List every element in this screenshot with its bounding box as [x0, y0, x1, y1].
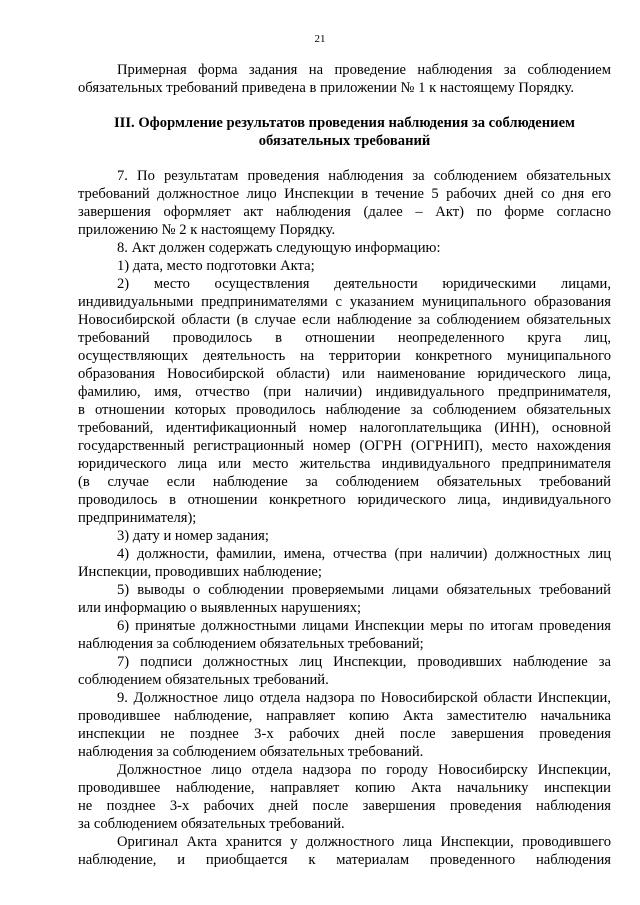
heading-line: обязательных требований — [258, 133, 431, 149]
text-line: проводившее наблюдение, направляет копию Акта заместителю начальника — [78, 708, 611, 724]
text-line: 8. Акт должен содержать следующую информацию: — [117, 240, 441, 256]
heading-line: III. Оформление результатов проведения наблюдения за соблюдением — [114, 115, 575, 131]
text-line: не позднее 3-х рабочих дней после завершения проведения наблюдения — [78, 798, 611, 814]
text-line: фамилию, имя, отчество (при наличии) индивидуального предпринимателя, — [78, 384, 611, 400]
text-line: Новосибирской области (в случае если наблюдение за соблюдением обязательных — [78, 312, 611, 328]
text-line: Примерная форма задания на проведение наблюдения за соблюдением — [117, 62, 611, 78]
text-line: 7. По результатам проведения наблюдения за соблюдением обязательных — [117, 168, 611, 184]
text-line: за соблюдением обязательных требований. — [78, 816, 345, 832]
text-line: завершения оформляет акт наблюдения (далее – Акт) по форме согласно — [78, 204, 611, 220]
text-line: инспекции не позднее 3-х рабочих дней после завершения проведения — [78, 726, 611, 742]
section-heading — [78, 114, 611, 150]
text-line: проводившее наблюдение, направляет копию Акта начальнику инспекции — [78, 780, 611, 796]
text-line: требований должностное лицо Инспекции в течение 5 рабочих дней со дня его — [78, 186, 611, 202]
text-line: 2) место осуществления деятельности юридическими лицами, — [117, 276, 611, 292]
text-line: наблюдения за соблюдением обязательных требований. — [78, 744, 424, 760]
text-line: государственный регистрационный номер (ОГРН (ОГРНИП), место нахождения — [78, 438, 611, 454]
text-line: осуществляющих деятельность на территории конкретного муниципального — [78, 348, 611, 364]
text-line: Должностное лицо отдела надзора по городу Новосибирску Инспекции, — [117, 762, 611, 778]
text-line: 1) дата, место подготовки Акта; — [117, 258, 315, 274]
text-line: 5) выводы о соблюдении проверяемыми лицами обязательных требований — [117, 582, 611, 598]
text-line: 7) подписи должностных лиц Инспекции, проводивших наблюдение за — [117, 654, 611, 670]
text-line: 9. Должностное лицо отдела надзора по Новосибирской области Инспекции, — [117, 690, 611, 706]
text-line: 3) дату и номер задания; — [117, 528, 269, 544]
text-line: (в случае если наблюдение за соблюдением обязательных требований — [78, 474, 611, 490]
text-line: наблюдения за соблюдением обязательных требований; — [78, 636, 424, 652]
section-text — [78, 167, 611, 869]
text-line: обязательных требований приведена в приложении № 1 к настоящему Порядку. — [78, 80, 575, 96]
text-line: требований, идентификационный номер налогоплательщика (ИНН), основной — [78, 420, 611, 436]
text-line: Оригинал Акта хранится у должностного лица Инспекции, проводившего — [117, 834, 611, 850]
text-line: или информацию о выявленных нарушениях; — [78, 600, 362, 616]
intro-paragraph — [78, 61, 611, 97]
text-line: юридического лица или место жительства индивидуального предпринимателя — [78, 456, 611, 472]
document-body — [78, 61, 611, 869]
text-line: проводилось в отношении конкретного юридического лица, индивидуального — [78, 492, 611, 508]
text-line: индивидуальными предпринимателями с указанием муниципального образования — [78, 294, 611, 310]
page-number: 21 — [314, 33, 326, 45]
text-line: приложению № 2 к настоящему Порядку. — [78, 222, 336, 238]
text-line: 6) принятые должностными лицами Инспекции меры по итогам проведения — [117, 618, 611, 634]
text-line: требований проводилось в отношении неопределенного круга лиц, — [78, 330, 611, 346]
text-line: соблюдением обязательных требований. — [78, 672, 329, 688]
text-line: предпринимателя); — [78, 510, 197, 526]
text-line: образования Новосибирской области) или наименование юридического лица, — [78, 366, 611, 382]
text-line: 4) должности, фамилии, имена, отчества (при наличии) должностных лиц — [117, 546, 611, 562]
text-line: наблюдение, и приобщается к материалам проведенного наблюдения — [78, 852, 611, 868]
text-line: в отношении которых проводилось наблюдение за соблюдением обязательных — [78, 402, 611, 418]
text-line: Инспекции, проводивших наблюдение; — [78, 564, 322, 580]
